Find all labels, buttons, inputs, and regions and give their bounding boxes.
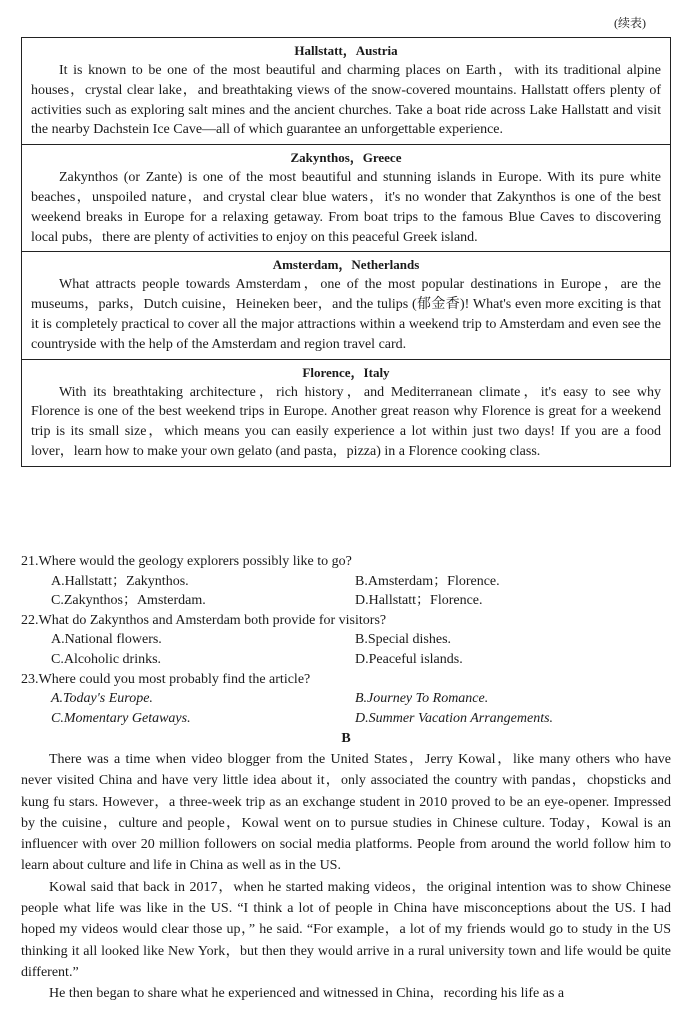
destination-section-florence: [22, 360, 670, 466]
continued-table-note: (续表): [614, 16, 646, 30]
option-a: A.National flowers.: [51, 632, 162, 648]
option-c: C.Alcoholic drinks.: [51, 651, 162, 667]
option-row: [21, 572, 669, 592]
passage-paragraph: He then began to share what he experienced and witnessed in China，recording his life as a: [49, 986, 565, 1002]
destination-body: What attracts people towards Amsterdam，one of the most popular destinations in Europe，are the museums，parks，Dutch cuisine，Heineken beer，and the tulips (郁金香)! What's even more exciting is that it is completely practical to cover all the major attractions within a weekend trip to Amsterdam and even see the countryside with the help of the Amsterdam and region travel card.: [31, 277, 661, 352]
option-c: C.Momentary Getaways.: [51, 710, 191, 726]
destination-body: Zakynthos (or Zante) is one of the most beautiful and stunning islands in Europe. With its pure white beaches，unspoiled nature，and crystal clear blue waters，it's no wonder that Zakynthos is one of the best weekend breaks in Europe for a relaxing getaway. From boat trips to the famous Blue Caves to discovering local pubs，there are plenty of activities to enjoy on this peaceful Greek island.: [31, 170, 661, 245]
option-b: B.Special dishes.: [355, 632, 452, 648]
option-row: [21, 650, 669, 670]
option-c: C.Zakynthos；Amsterdam.: [51, 593, 206, 609]
destination-body: It is known to be one of the most beautiful and charming places on Earth，with its traditional alpine houses，crystal clear lake，and breathtaking views of the snow-covered mountains. Hallstatt offers plenty of activities such as exploring salt mines and the ancient churches. Take a boat ride across Lake Hallstatt and visit the nearby Dachstein Ice Cave—all of which guarantee an unforgettable experience.: [31, 63, 661, 138]
passage-paragraph: There was a time when video blogger from the United States，Jerry Kowal，like many others who have never visited China and have very little idea about it，only associated the country with pandas，chopsticks and kung fu stars. However，a three-week trip as an exchange student in 2010 proved to be an eye-opener. Impressed by the cuisine，culture and people，Kowal went on to pursue studies in Chinese culture. Today，Kowal is an influencer with over 20 million followers on social media platforms. People from around the world follow him to learn about culture and life in China as well as in the US.: [21, 752, 671, 874]
question-23-stem: 23.Where could you most probably find the article?: [21, 671, 311, 687]
option-d: D.Summer Vacation Arrangements.: [355, 710, 554, 726]
destination-title: Florence，Italy: [302, 364, 390, 380]
option-row: [21, 709, 669, 729]
option-row: [21, 591, 669, 611]
option-row: [21, 689, 669, 709]
option-b: B.Amsterdam；Florence.: [355, 573, 500, 589]
option-d: D.Peaceful islands.: [355, 651, 463, 667]
questions-block: [21, 552, 669, 728]
option-row: [21, 630, 669, 650]
destination-body: With its breathtaking architecture，rich history，and Mediterranean climate，it's easy to see why Florence is one of the best weekend trips in Europe. Another great reason why Florence is great for a weekend trip is its small size，which means you can easily experience a lot within just two days! If you are a food lover，learn how to make your own gelato (and pasta，pizza) in a Florence cooking class.: [31, 384, 661, 459]
question-22-stem: 22.What do Zakynthos and Amsterdam both provide for visitors?: [21, 612, 387, 628]
option-b: B.Journey To Romance.: [355, 691, 489, 707]
passage-paragraph: Kowal said that back in 2017，when he started making videos，the original intention was to show Chinese people what life was like in the US. “I think a lot of people in China have misconceptions about the US. I had hoped my videos would clear those up，” he said. “For example，a lot of my friends would go to study in the US thinking it all looked like New York，but then they would arrive in a rural university town and life would be quite different.”: [21, 879, 671, 980]
option-a: A.Today's Europe.: [51, 691, 153, 707]
destination-section-hallstatt: [22, 38, 670, 145]
destination-section-amsterdam: [22, 252, 670, 359]
destination-title: Amsterdam，Netherlands: [272, 257, 420, 273]
passage-b: [21, 729, 671, 1005]
destination-title: Hallstatt，Austria: [294, 43, 398, 58]
section-heading: B: [341, 731, 351, 746]
question-21-stem: 21.Where would the geology explorers possibly like to go?: [21, 554, 352, 569]
option-d: D.Hallstatt；Florence.: [355, 593, 483, 609]
destinations-table: [21, 37, 671, 467]
option-a: A.Hallstatt；Zakynthos.: [51, 573, 189, 589]
destination-title: Zakynthos，Greece: [290, 150, 402, 166]
destination-section-zakynthos: [22, 145, 670, 252]
